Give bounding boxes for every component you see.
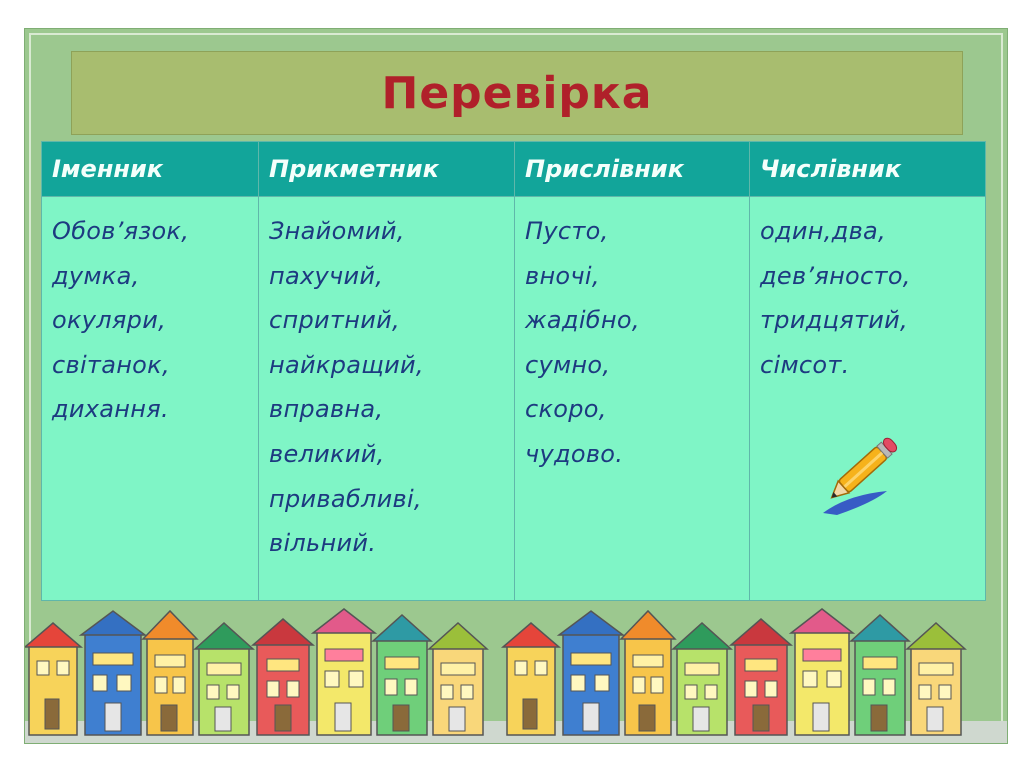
word-item: сімсот. xyxy=(760,350,850,379)
word-item: великий, xyxy=(269,439,385,468)
word-item: окуляри, xyxy=(52,306,167,335)
word-item: один,два, xyxy=(760,217,886,245)
column-header-adjective: Прикметник xyxy=(259,142,515,197)
column-header-noun: Іменник xyxy=(42,142,259,197)
word-item: вільний. xyxy=(269,529,377,558)
slide xyxy=(24,28,1008,744)
word-item: думка, xyxy=(52,261,140,290)
word-item: Знайомий, xyxy=(269,217,405,245)
word-item: жадібно, xyxy=(525,306,640,335)
word-item: Пусто, xyxy=(525,217,609,245)
word-item: тридцятий, xyxy=(760,306,908,335)
cell-adverb-words xyxy=(515,197,750,601)
word-item: світанок, xyxy=(52,350,170,379)
title-bar xyxy=(71,51,963,135)
word-item: сумно, xyxy=(525,350,611,379)
word-item: найкращий, xyxy=(269,350,424,379)
word-item: Обов’язок, xyxy=(52,217,190,245)
page-title: Перевірка xyxy=(381,67,653,119)
column-header-adverb: Прислівник xyxy=(515,142,750,197)
table-row xyxy=(42,197,986,601)
word-item: спритний, xyxy=(269,306,400,335)
word-item: чудово. xyxy=(525,439,624,468)
parts-of-speech-table xyxy=(41,141,986,601)
word-item: вправна, xyxy=(269,395,384,424)
cell-noun-words xyxy=(42,197,259,601)
word-item: привабливі, xyxy=(269,484,422,513)
word-item: пахучий, xyxy=(269,261,384,290)
word-item: скоро, xyxy=(525,395,607,424)
word-item: дев’яносто, xyxy=(760,261,911,290)
word-item: вночі, xyxy=(525,261,600,290)
column-header-numeral: Числівник xyxy=(750,142,986,197)
word-item: дихання. xyxy=(52,395,169,424)
town-houses-decoration xyxy=(25,603,1007,743)
table-header-row xyxy=(42,142,986,197)
pencil-icon xyxy=(817,425,907,521)
cell-numeral-words xyxy=(750,197,986,601)
cell-adjective-words xyxy=(259,197,515,601)
